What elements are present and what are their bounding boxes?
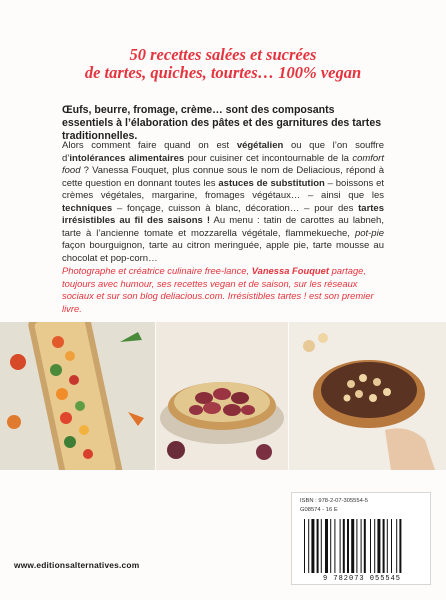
body-italic-term: pot-pie [354,227,384,239]
author-bio [62,265,386,315]
barcode-panel [291,492,431,585]
body-bold-term: végétalien [236,140,284,151]
cover-headline [0,46,446,82]
author-text: Photographe et créatrice culinaire free-lance, [62,265,252,276]
body-text: ? Vanessa Fouquet, plus connue sous le nom de Deliacious, répond à cette question en donnant toutes les [62,165,384,189]
photo-strip [0,322,446,470]
body-bold-term: techniques [62,202,113,214]
body-bold-term: astuces de substitution [218,177,325,189]
barcode-bars [292,493,432,586]
fig-tart-photo [156,322,288,470]
description-paragraph [62,140,384,265]
body-text: – fonçage, cuisson à blanc, décoration… – pour des [112,202,359,214]
body-text: – boissons et crèmes végétales, margarine, fromages végétaux… – ainsi que les [62,177,385,201]
body-bold-term: intolérances alimentaires [69,152,185,164]
body-bold-term: tartes irrésistibles au fil des saisons ! [62,202,384,226]
publisher-website[interactable]: www.editionsalternatives.com [14,560,140,570]
product-code: G08574 - 16 E [300,507,338,513]
headline-line-1: 50 recettes salées et sucrées [129,45,317,64]
headline-line-2: de tartes, quiches, tourtes… 100% vegan [84,63,362,82]
chocolate-tart-photo [289,322,446,470]
isbn-text: ISBN : 978-2-07-305554-5 [300,498,368,504]
intro-paragraph: Œufs, beurre, fromage, crème… sont des composants essentiels à l’élaboration des pâtes et des garnitures des tartes traditionnelles. [62,104,382,142]
body-text: pour cuisiner cet incontournable de la [184,152,353,164]
body-text: Au menu : tatin de carottes au labneh, tarte à l’ancienne tomate et mozzarella végétale, flammekueche, [62,215,384,239]
author-text: partage, toujours avec humour, ses recettes vegan et de saison, sur les réseaux sociaux et sur son blog deliacious.com. Irrésistibles tartes ! est son premier livre. [62,265,374,314]
barcode-number: 9 782073 055545 [322,575,401,583]
body-text: façon bourguignon, tarte au citron meringuée, apple pie, tarte mousse au chocolat et pop-corn… [62,240,384,264]
body-text: Alors comment faire quand on est [62,140,237,151]
author-name: Vanessa Fouquet [251,265,329,276]
vegetable-tart-photo [0,322,155,470]
body-text: ou que l’on souffre d’ [62,140,384,164]
body-italic-term: comfort food [62,152,384,176]
